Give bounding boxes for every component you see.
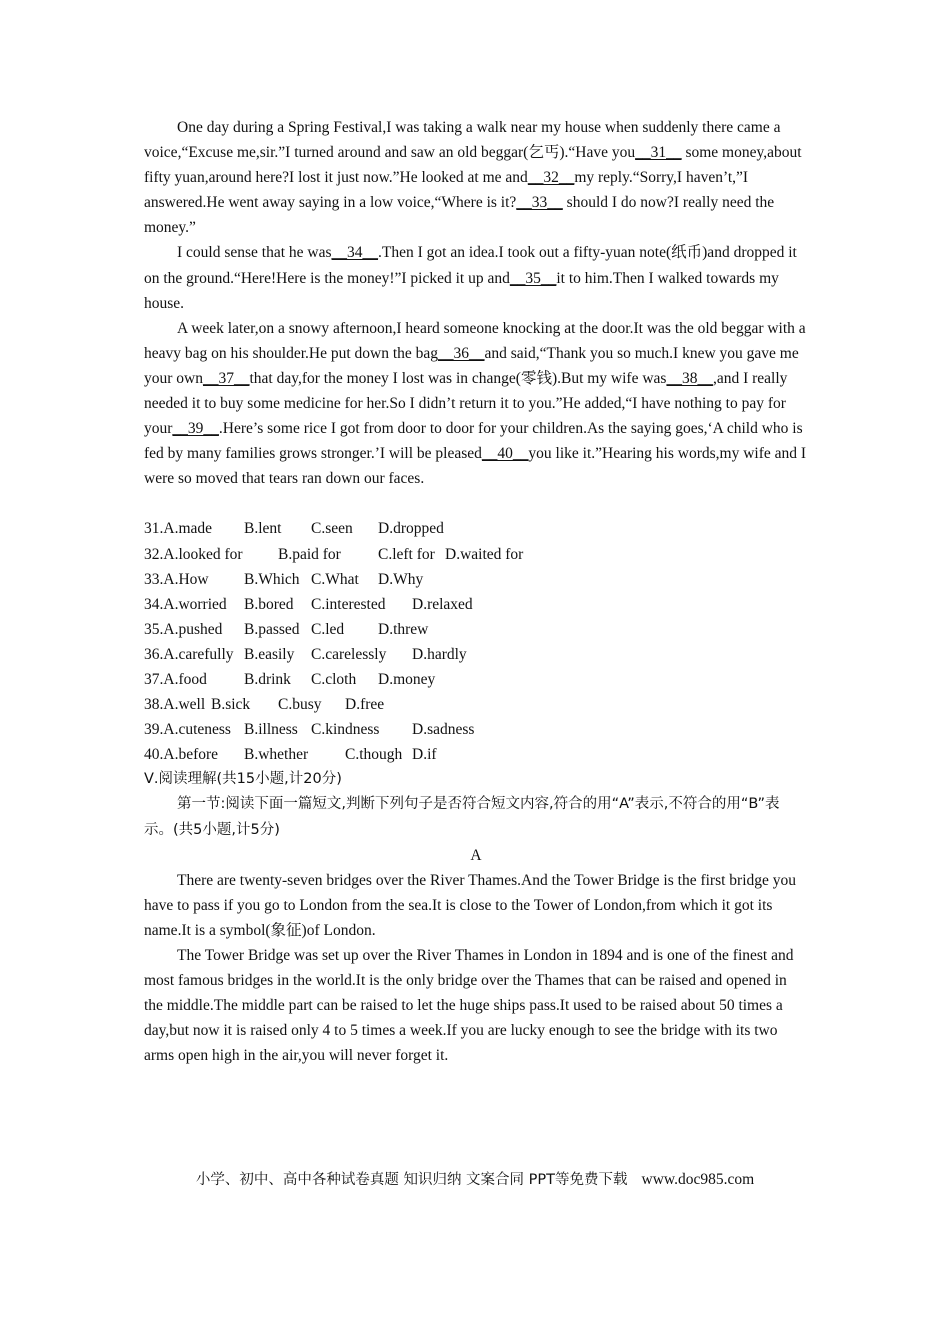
option-d: D.threw: [378, 620, 429, 638]
option-row-32: [144, 542, 808, 567]
passage-label: A: [470, 846, 482, 864]
cloze-paragraph-3: [144, 316, 808, 492]
option-a: 32.A.looked for: [144, 545, 243, 563]
reading-paragraph-2: The Tower Bridge was set up over the River Thames in London in 1894 and is one of the finest and most famous bridges in the world.It is the only bridge over the Thames that can be raised and opened in the middle.The middle part can be raised to let the huge ships pass.It used to be raised about 50 times a day,but now it is raised only 4 to 5 times a week.If you are lucky enough to see the bridge with its two arms open high in the air,you will never forget it.: [144, 947, 794, 1065]
option-row-38: [144, 692, 808, 717]
option-a: 36.A.carefully: [144, 645, 234, 663]
blank-34: __34__: [331, 244, 379, 262]
blank-32: __32__: [527, 169, 575, 187]
option-b: B.drink: [244, 670, 291, 688]
text-run: I could sense that he was: [177, 244, 332, 262]
option-d: D.free: [345, 696, 385, 714]
text-run: .Then I got an idea.I took out a fifty-yuan note(纸币)and dropped it on the ground.“Here!Here is the money!”I picked it up and: [144, 244, 797, 287]
option-b: B.illness: [244, 721, 298, 739]
text-run: .Here’s some rice I got from door to door for your children.As the saying goes,‘A child who is fed by many families grows stronger.’I will be pleased: [144, 420, 803, 463]
option-a: 33.A.How: [144, 570, 209, 588]
option-c: C.cloth: [311, 670, 357, 688]
text-run: One day during a Spring Festival,I was taking a walk near my house when suddenly there came a voice,“Excuse me,sir.”I turned around and saw an old beggar(乞丐).“Have you: [144, 119, 781, 162]
text-run: that day,for the money I lost was in change(零钱).But my wife was: [249, 369, 667, 387]
option-b: B.passed: [244, 620, 300, 638]
option-d: D.hardly: [412, 645, 467, 663]
text-run: should I do now?I really need the money.”: [144, 194, 775, 237]
blank-36: __36__: [438, 344, 485, 362]
option-row-33: [144, 567, 808, 592]
option-a: 38.A.well: [144, 696, 206, 714]
option-c: C.seen: [311, 520, 353, 538]
footer-url[interactable]: www.doc985.com: [641, 1171, 755, 1188]
option-row-34: [144, 592, 808, 617]
option-d: D.if: [412, 746, 437, 764]
option-c: C.What: [311, 570, 359, 588]
option-d: D.waited for: [445, 545, 524, 563]
spacer: [144, 491, 808, 516]
option-c: C.left for: [378, 545, 435, 563]
option-a: 35.A.pushed: [144, 620, 223, 638]
option-c: C.carelessly: [311, 645, 387, 663]
option-d: D.dropped: [378, 520, 444, 538]
text-run: ,and I really needed it to buy some medicine for her.So I didn’t return it to you.”He added,“I have nothing to pay for your: [144, 369, 788, 438]
option-a: 39.A.cuteness: [144, 721, 231, 739]
option-row-39: [144, 717, 808, 742]
option-b: B.Which: [244, 570, 300, 588]
option-row-37: [144, 667, 808, 692]
option-b: B.lent: [244, 520, 282, 538]
text-run: and said,“Thank you so much.I knew you gave me your own: [144, 344, 799, 387]
document-page: [144, 115, 808, 1068]
blank-35: __35__: [509, 269, 557, 287]
option-a: 37.A.food: [144, 670, 207, 688]
option-c: C.kindness: [311, 721, 380, 739]
text-run: A week later,on a snowy afternoon,I heard someone knocking at the door.It was the old beggar with a heavy bag on his shoulder.He put down the bag: [144, 319, 806, 362]
text-run: some money,about fifty yuan,around here?I lost it just now.”He looked at me and: [144, 144, 802, 187]
blank-39: __39__: [172, 420, 219, 438]
footer-text: 小学、初中、高中各种试卷真题 知识归纳 文案合同 PPT等免费下载: [195, 1172, 628, 1188]
section-instruction: 第一节:阅读下面一篇短文,判断下列句子是否符合短文内容,符合的用“A”表示,不符合的用“B”表示。(共5小题,计5分): [144, 796, 780, 838]
option-c: C.interested: [311, 595, 386, 613]
cloze-paragraph-1: [144, 115, 808, 240]
option-row-31: [144, 516, 808, 541]
options-list: [144, 516, 808, 767]
option-b: B.easily: [244, 645, 295, 663]
option-a: 31.A.made: [144, 520, 213, 538]
blank-31: __31__: [635, 144, 682, 162]
blank-33: __33__: [516, 194, 563, 212]
blank-38: __38__: [666, 369, 713, 387]
cloze-paragraph-2: [144, 240, 808, 315]
blank-37: __37__: [202, 369, 250, 387]
option-d: D.Why: [378, 570, 424, 588]
option-b: B.bored: [244, 595, 294, 613]
section-heading: Ⅴ.阅读理解(共15小题,计20分): [144, 771, 342, 788]
option-d: D.relaxed: [412, 595, 473, 613]
option-d: D.sadness: [412, 721, 475, 739]
text-run: it to him.Then I walked towards my house.: [144, 269, 779, 312]
option-c: C.though: [345, 746, 403, 764]
option-row-36: [144, 642, 808, 667]
option-c: C.busy: [278, 696, 322, 714]
reading-paragraph-1: There are twenty-seven bridges over the River Thames.And the Tower Bridge is the first bridge you have to pass if you go to London from the sea.It is close to the Tower of London,from which it got its name.It is a symbol(象征)of London.: [144, 871, 797, 939]
text-run: my reply.“Sorry,I haven’t,”I answered.He went away saying in a low voice,“Where is it?: [144, 169, 749, 212]
option-a: 34.A.worried: [144, 595, 227, 613]
option-row-40: [144, 742, 808, 767]
page-footer: [0, 1168, 950, 1189]
option-b: B.sick: [211, 696, 251, 714]
option-c: C.led: [311, 620, 345, 638]
option-a: 40.A.before: [144, 746, 219, 764]
option-row-35: [144, 617, 808, 642]
blank-40: __40__: [481, 445, 529, 463]
option-b: B.whether: [244, 746, 309, 764]
text-run: you like it.”Hearing his words,my wife and I were so moved that tears ran down our faces.: [144, 445, 807, 488]
option-d: D.money: [378, 670, 436, 688]
option-b: B.paid for: [278, 545, 341, 563]
